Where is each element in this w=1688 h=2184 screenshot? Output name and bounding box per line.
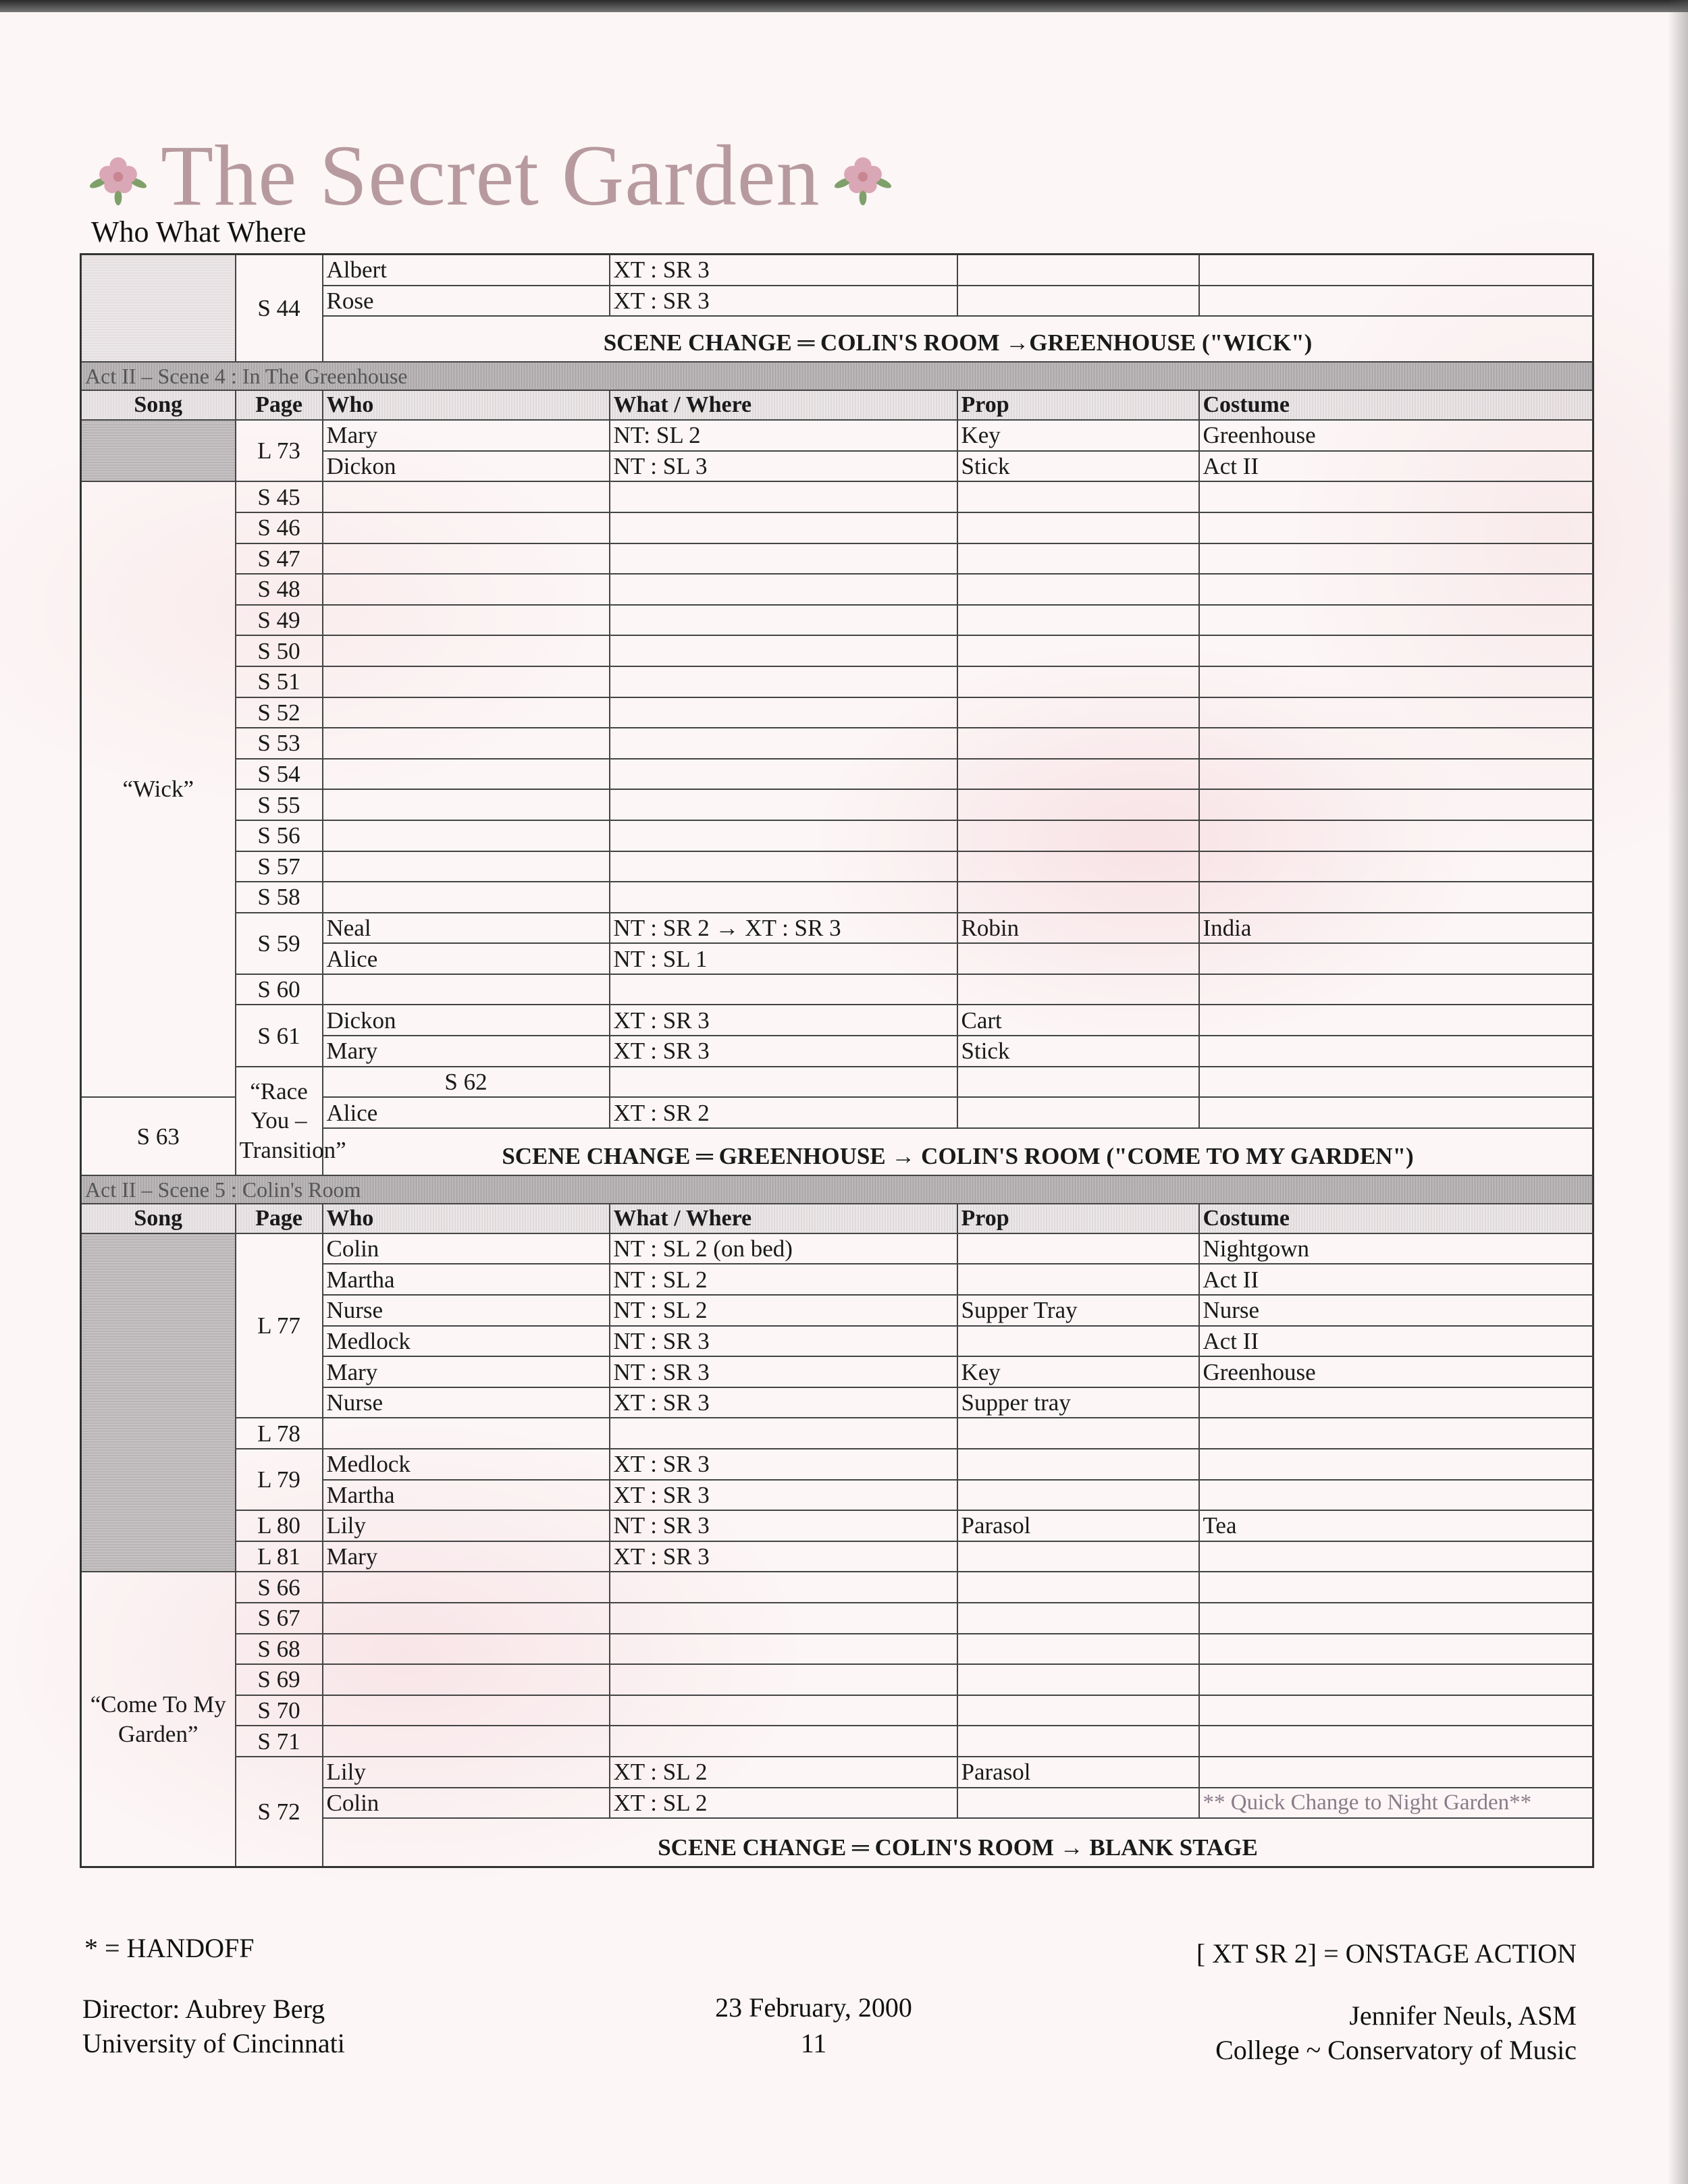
what-cell: NT : SR 3 — [610, 1510, 957, 1541]
costume-cell — [1199, 1036, 1593, 1067]
column-header-who: Who — [323, 1204, 610, 1233]
table-row — [81, 1449, 1593, 1480]
university-credit: University of Cincinnati — [82, 2028, 345, 2058]
table-row — [81, 1510, 1593, 1541]
what-cell — [610, 666, 957, 697]
what-cell — [610, 635, 957, 666]
table-row — [81, 574, 1593, 605]
page-cell: S 46 — [236, 512, 323, 543]
column-header-song: Song — [81, 390, 236, 420]
what-cell: NT : SR 3 — [610, 1326, 957, 1357]
onstage-legend: [ XT SR 2] = ONSTAGE ACTION — [1196, 1938, 1577, 1969]
scene-header — [81, 362, 1593, 390]
costume-cell: Act II — [1199, 1264, 1593, 1295]
who-cell — [323, 666, 610, 697]
prop-cell — [957, 666, 1199, 697]
prop-cell: Cart — [957, 1005, 1199, 1036]
prop-cell — [957, 882, 1199, 913]
costume-cell — [1199, 1572, 1593, 1603]
costume-cell — [1199, 943, 1593, 974]
column-header-what: What / Where — [610, 1204, 957, 1233]
prop-cell — [957, 1664, 1199, 1695]
costume-cell — [1199, 635, 1593, 666]
who-cell: Neal — [323, 913, 610, 944]
who-cell: Nurse — [323, 1387, 610, 1418]
prop-cell — [957, 574, 1199, 605]
who-cell — [323, 605, 610, 636]
cue-sheet-table — [80, 253, 1594, 1868]
asm-credit: Jennifer Neuls, ASM — [1349, 2000, 1577, 2031]
costume-cell — [1199, 255, 1593, 286]
scene-title: Act II – Scene 5 : Colin's Room — [81, 1175, 1593, 1204]
page-cell: S 69 — [236, 1664, 323, 1695]
page-cell: S 49 — [236, 605, 323, 636]
costume-cell — [1199, 1541, 1593, 1572]
costume-cell — [1199, 697, 1593, 728]
what-cell: XT : SR 3 — [610, 1005, 957, 1036]
who-cell — [323, 1418, 610, 1449]
prop-cell — [957, 1603, 1199, 1634]
who-cell — [610, 1067, 957, 1098]
what-cell — [610, 574, 957, 605]
table-row — [81, 820, 1593, 851]
page-cell: S 48 — [236, 574, 323, 605]
what-cell — [610, 789, 957, 820]
table-row — [81, 851, 1593, 882]
who-cell: Albert — [323, 255, 610, 286]
who-cell — [323, 697, 610, 728]
what-cell: XT : SR 3 — [610, 255, 957, 286]
what-cell: NT : SR 3 — [610, 1356, 957, 1387]
costume-cell — [1199, 1387, 1593, 1418]
song-cell — [81, 420, 236, 481]
prop-cell: Parasol — [957, 1510, 1199, 1541]
what-cell: XT : SL 2 — [610, 1788, 957, 1819]
what-cell — [957, 1067, 1199, 1098]
director-credit: Director: Aubrey Berg — [82, 1994, 325, 2024]
page-cell: S 58 — [236, 882, 323, 913]
costume-cell: Tea — [1199, 1510, 1593, 1541]
costume-cell: Greenhouse — [1199, 420, 1593, 451]
table-row — [81, 728, 1593, 759]
page-title: The Secret Garden — [161, 127, 820, 223]
table-row — [81, 605, 1593, 636]
what-cell — [610, 882, 957, 913]
who-cell: Mary — [323, 1036, 610, 1067]
scene-change-note: SCENE CHANGE ═ COLIN'S ROOM →GREENHOUSE ("WICK") — [323, 316, 1593, 362]
who-cell — [323, 543, 610, 575]
column-header-row — [81, 1204, 1593, 1233]
who-cell — [323, 1572, 610, 1603]
column-header-row — [81, 390, 1593, 420]
prop-cell — [957, 1695, 1199, 1726]
page-cell: S 71 — [236, 1726, 323, 1757]
prop-cell — [957, 759, 1199, 790]
scene-change-note: SCENE CHANGE ═ GREENHOUSE → COLIN'S ROOM ("COME TO MY GARDEN") — [323, 1128, 1593, 1175]
what-cell — [610, 1695, 957, 1726]
costume-cell: Act II — [1199, 1326, 1593, 1357]
page-cell: S 54 — [236, 759, 323, 790]
costume-cell — [1199, 512, 1593, 543]
page-cell: L 78 — [236, 1418, 323, 1449]
what-cell: XT : SR 3 — [610, 286, 957, 317]
what-cell — [610, 543, 957, 575]
flower-left-icon — [88, 145, 149, 206]
prop-cell: Robin — [957, 913, 1199, 944]
prop-cell: Supper tray — [957, 1387, 1199, 1418]
page-cell: L 77 — [236, 1233, 323, 1418]
table-row — [81, 1418, 1593, 1449]
who-cell — [323, 851, 610, 882]
costume-cell — [1199, 1757, 1593, 1788]
scene-change-note: SCENE CHANGE ═ COLIN'S ROOM → BLANK STAGE — [323, 1818, 1593, 1867]
what-cell — [610, 1603, 957, 1634]
table-row — [81, 1067, 1593, 1098]
prop-cell: Key — [957, 420, 1199, 451]
table-row — [81, 512, 1593, 543]
column-header-who: Who — [323, 390, 610, 420]
costume-cell — [1199, 820, 1593, 851]
what-cell — [610, 512, 957, 543]
what-cell: XT : SR 3 — [610, 1480, 957, 1511]
column-header-song: Song — [81, 1204, 236, 1233]
page-cell: L 80 — [236, 1510, 323, 1541]
page-cell: S 50 — [236, 635, 323, 666]
prop-cell — [957, 943, 1199, 974]
song-cell-race-you: “Race You – Transition” — [236, 1067, 323, 1175]
prop-cell — [957, 1788, 1199, 1819]
what-cell — [610, 1572, 957, 1603]
costume-cell: Nurse — [1199, 1295, 1593, 1326]
page-number: 11 — [800, 2028, 827, 2058]
who-cell: Nurse — [323, 1295, 610, 1326]
costume-cell — [1199, 851, 1593, 882]
what-cell — [610, 697, 957, 728]
table-row — [81, 1695, 1593, 1726]
who-cell — [323, 1726, 610, 1757]
song-cell — [81, 255, 236, 363]
prop-cell — [957, 635, 1199, 666]
prop-cell — [957, 851, 1199, 882]
who-cell — [323, 728, 610, 759]
what-cell: NT : SL 2 (on bed) — [610, 1233, 957, 1264]
who-cell — [323, 481, 610, 512]
page-cell: S 56 — [236, 820, 323, 851]
column-header-prop: Prop — [957, 1204, 1199, 1233]
costume-cell — [1199, 882, 1593, 913]
page-cell: S 55 — [236, 789, 323, 820]
song-cell-wick: “Wick” — [81, 481, 236, 1097]
prop-cell — [957, 1726, 1199, 1757]
table-row — [81, 1726, 1593, 1757]
prop-cell — [957, 1418, 1199, 1449]
who-cell: Dickon — [323, 1005, 610, 1036]
costume-cell — [1199, 1005, 1593, 1036]
who-cell: Alice — [323, 943, 610, 974]
column-header-costume: Costume — [1199, 1204, 1593, 1233]
what-cell — [610, 759, 957, 790]
column-header-prop: Prop — [957, 390, 1199, 420]
who-cell: Mary — [323, 420, 610, 451]
who-cell — [323, 1603, 610, 1634]
who-cell: Lily — [323, 1757, 610, 1788]
who-cell — [323, 1634, 610, 1665]
who-cell — [323, 789, 610, 820]
table-row — [81, 789, 1593, 820]
who-cell: Mary — [323, 1356, 610, 1387]
quick-change-note: ** Quick Change to Night Garden** — [1199, 1788, 1593, 1819]
prop-cell — [957, 1264, 1199, 1295]
what-cell: NT : SL 2 — [610, 1264, 957, 1295]
who-cell: Martha — [323, 1264, 610, 1295]
table-row — [81, 666, 1593, 697]
who-cell: Lily — [323, 1510, 610, 1541]
prop-cell — [957, 286, 1199, 317]
costume-cell — [1199, 1634, 1593, 1665]
prop-cell: Stick — [957, 1036, 1199, 1067]
page-cell: S 67 — [236, 1603, 323, 1634]
what-cell: XT : SL 2 — [610, 1757, 957, 1788]
costume-cell: Nightgown — [1199, 1233, 1593, 1264]
flower-right-icon — [833, 145, 893, 206]
prop-cell — [957, 543, 1199, 575]
page-subtitle: Who What Where — [91, 215, 307, 248]
costume-cell — [1199, 1418, 1593, 1449]
table-row — [81, 1572, 1593, 1603]
costume-cell — [1199, 1449, 1593, 1480]
prop-cell — [957, 1326, 1199, 1357]
prop-cell — [957, 481, 1199, 512]
costume-cell — [1199, 1480, 1593, 1511]
table-row — [81, 635, 1593, 666]
what-cell — [610, 1634, 957, 1665]
costume-cell — [1199, 666, 1593, 697]
what-cell — [610, 974, 957, 1005]
what-cell: XT : SR 3 — [610, 1387, 957, 1418]
costume-cell — [1199, 574, 1593, 605]
who-cell: Alice — [323, 1097, 610, 1128]
who-cell: Martha — [323, 1480, 610, 1511]
table-row — [81, 255, 1593, 286]
costume-cell — [1199, 1726, 1593, 1757]
page-cell: S 44 — [236, 255, 323, 363]
costume-cell — [1199, 543, 1593, 575]
costume-cell — [1199, 286, 1593, 317]
prop-cell — [957, 697, 1199, 728]
what-cell: XT : SR 3 — [610, 1541, 957, 1572]
who-cell — [323, 974, 610, 1005]
who-cell — [323, 1664, 610, 1695]
costume-cell — [1199, 481, 1593, 512]
prop-cell — [957, 512, 1199, 543]
costume-cell — [1199, 605, 1593, 636]
prop-cell: Parasol — [957, 1757, 1199, 1788]
what-cell: XT : SR 3 — [610, 1036, 957, 1067]
song-cell-come-to-my-garden: “Come To My Garden” — [81, 1572, 236, 1867]
page-cell: L 73 — [236, 420, 323, 481]
table-row — [81, 697, 1593, 728]
table-row — [81, 543, 1593, 575]
who-cell: Colin — [323, 1233, 610, 1264]
who-cell — [323, 820, 610, 851]
page-cell: S 60 — [236, 974, 323, 1005]
page-cell: S 47 — [236, 543, 323, 575]
what-cell — [610, 481, 957, 512]
song-cell — [81, 1233, 236, 1572]
table-row — [81, 1233, 1593, 1264]
costume-cell — [1199, 728, 1593, 759]
who-cell: Medlock — [323, 1326, 610, 1357]
page-cell: S 45 — [236, 481, 323, 512]
column-header-page: Page — [236, 1204, 323, 1233]
prop-cell: Supper Tray — [957, 1295, 1199, 1326]
what-cell — [610, 605, 957, 636]
who-cell — [323, 635, 610, 666]
who-cell: Rose — [323, 286, 610, 317]
table-row — [81, 882, 1593, 913]
table-row — [81, 481, 1593, 512]
what-cell: NT : SL 3 — [610, 451, 957, 482]
costume-cell: India — [1199, 913, 1593, 944]
prop-cell — [957, 820, 1199, 851]
prop-cell — [957, 255, 1199, 286]
column-header-page: Page — [236, 390, 323, 420]
prop-cell — [957, 1097, 1199, 1128]
document-date: 23 February, 2000 — [715, 1992, 912, 2023]
prop-cell — [957, 789, 1199, 820]
page-cell: L 79 — [236, 1449, 323, 1510]
prop-cell — [957, 605, 1199, 636]
prop-cell — [1199, 1067, 1593, 1098]
who-cell: Colin — [323, 1788, 610, 1819]
costume-cell — [1199, 1664, 1593, 1695]
prop-cell — [957, 728, 1199, 759]
what-cell — [610, 851, 957, 882]
costume-cell: Act II — [1199, 451, 1593, 482]
who-cell — [323, 1695, 610, 1726]
who-cell: Dickon — [323, 451, 610, 482]
who-cell — [323, 759, 610, 790]
prop-cell — [957, 1634, 1199, 1665]
prop-cell — [957, 974, 1199, 1005]
what-cell: XT : SR 2 — [610, 1097, 957, 1128]
prop-cell — [957, 1480, 1199, 1511]
scene-header — [81, 1175, 1593, 1204]
costume-cell — [1199, 974, 1593, 1005]
column-header-costume: Costume — [1199, 390, 1593, 420]
what-cell: NT : SL 1 — [610, 943, 957, 974]
page-cell: S 51 — [236, 666, 323, 697]
page-cell: S 57 — [236, 851, 323, 882]
page-cell: S 62 — [323, 1067, 610, 1098]
page-cell: S 61 — [236, 1005, 323, 1066]
costume-cell — [1199, 789, 1593, 820]
what-cell: NT: SL 2 — [610, 420, 957, 451]
scan-right-edge — [1668, 0, 1688, 2184]
costume-cell — [1199, 1695, 1593, 1726]
table-row — [81, 913, 1593, 944]
page-cell: L 81 — [236, 1541, 323, 1572]
what-cell — [610, 1726, 957, 1757]
what-cell — [610, 1664, 957, 1695]
table-row — [81, 420, 1593, 451]
scan-top-edge — [0, 0, 1688, 12]
page-cell: S 63 — [81, 1097, 236, 1175]
page-cell: S 70 — [236, 1695, 323, 1726]
table-row — [81, 759, 1593, 790]
scene-title: Act II – Scene 4 : In The Greenhouse — [81, 362, 1593, 390]
what-cell: XT : SR 3 — [610, 1449, 957, 1480]
table-row — [81, 1664, 1593, 1695]
page-cell: S 59 — [236, 913, 323, 974]
what-cell: NT : SR 2 → XT : SR 3 — [610, 913, 957, 944]
title-row — [88, 128, 893, 223]
prop-cell: Key — [957, 1356, 1199, 1387]
table-row — [81, 1005, 1593, 1036]
costume-cell — [1199, 759, 1593, 790]
who-cell — [323, 882, 610, 913]
table-row — [81, 1541, 1593, 1572]
page-cell: S 53 — [236, 728, 323, 759]
table-row — [81, 1603, 1593, 1634]
costume-cell: Greenhouse — [1199, 1356, 1593, 1387]
page-cell: S 72 — [236, 1757, 323, 1867]
what-cell — [610, 728, 957, 759]
prop-cell — [957, 1572, 1199, 1603]
who-cell — [323, 512, 610, 543]
prop-cell — [957, 1541, 1199, 1572]
what-cell: NT : SL 2 — [610, 1295, 957, 1326]
handoff-legend: * = HANDOFF — [84, 1933, 255, 1963]
page-cell: S 66 — [236, 1572, 323, 1603]
prop-cell — [957, 1449, 1199, 1480]
who-cell: Medlock — [323, 1449, 610, 1480]
college-credit: College ~ Conservatory of Music — [1215, 2035, 1577, 2065]
prop-cell — [957, 1233, 1199, 1264]
page-cell: S 68 — [236, 1634, 323, 1665]
table-row — [81, 974, 1593, 1005]
costume-cell — [1199, 1097, 1593, 1128]
what-cell — [610, 820, 957, 851]
who-cell: Mary — [323, 1541, 610, 1572]
what-cell — [610, 1418, 957, 1449]
table-row — [81, 1757, 1593, 1788]
costume-cell — [1199, 1603, 1593, 1634]
page-cell: S 52 — [236, 697, 323, 728]
prop-cell: Stick — [957, 451, 1199, 482]
who-cell — [323, 574, 610, 605]
column-header-what: What / Where — [610, 390, 957, 420]
table-row — [81, 1634, 1593, 1665]
